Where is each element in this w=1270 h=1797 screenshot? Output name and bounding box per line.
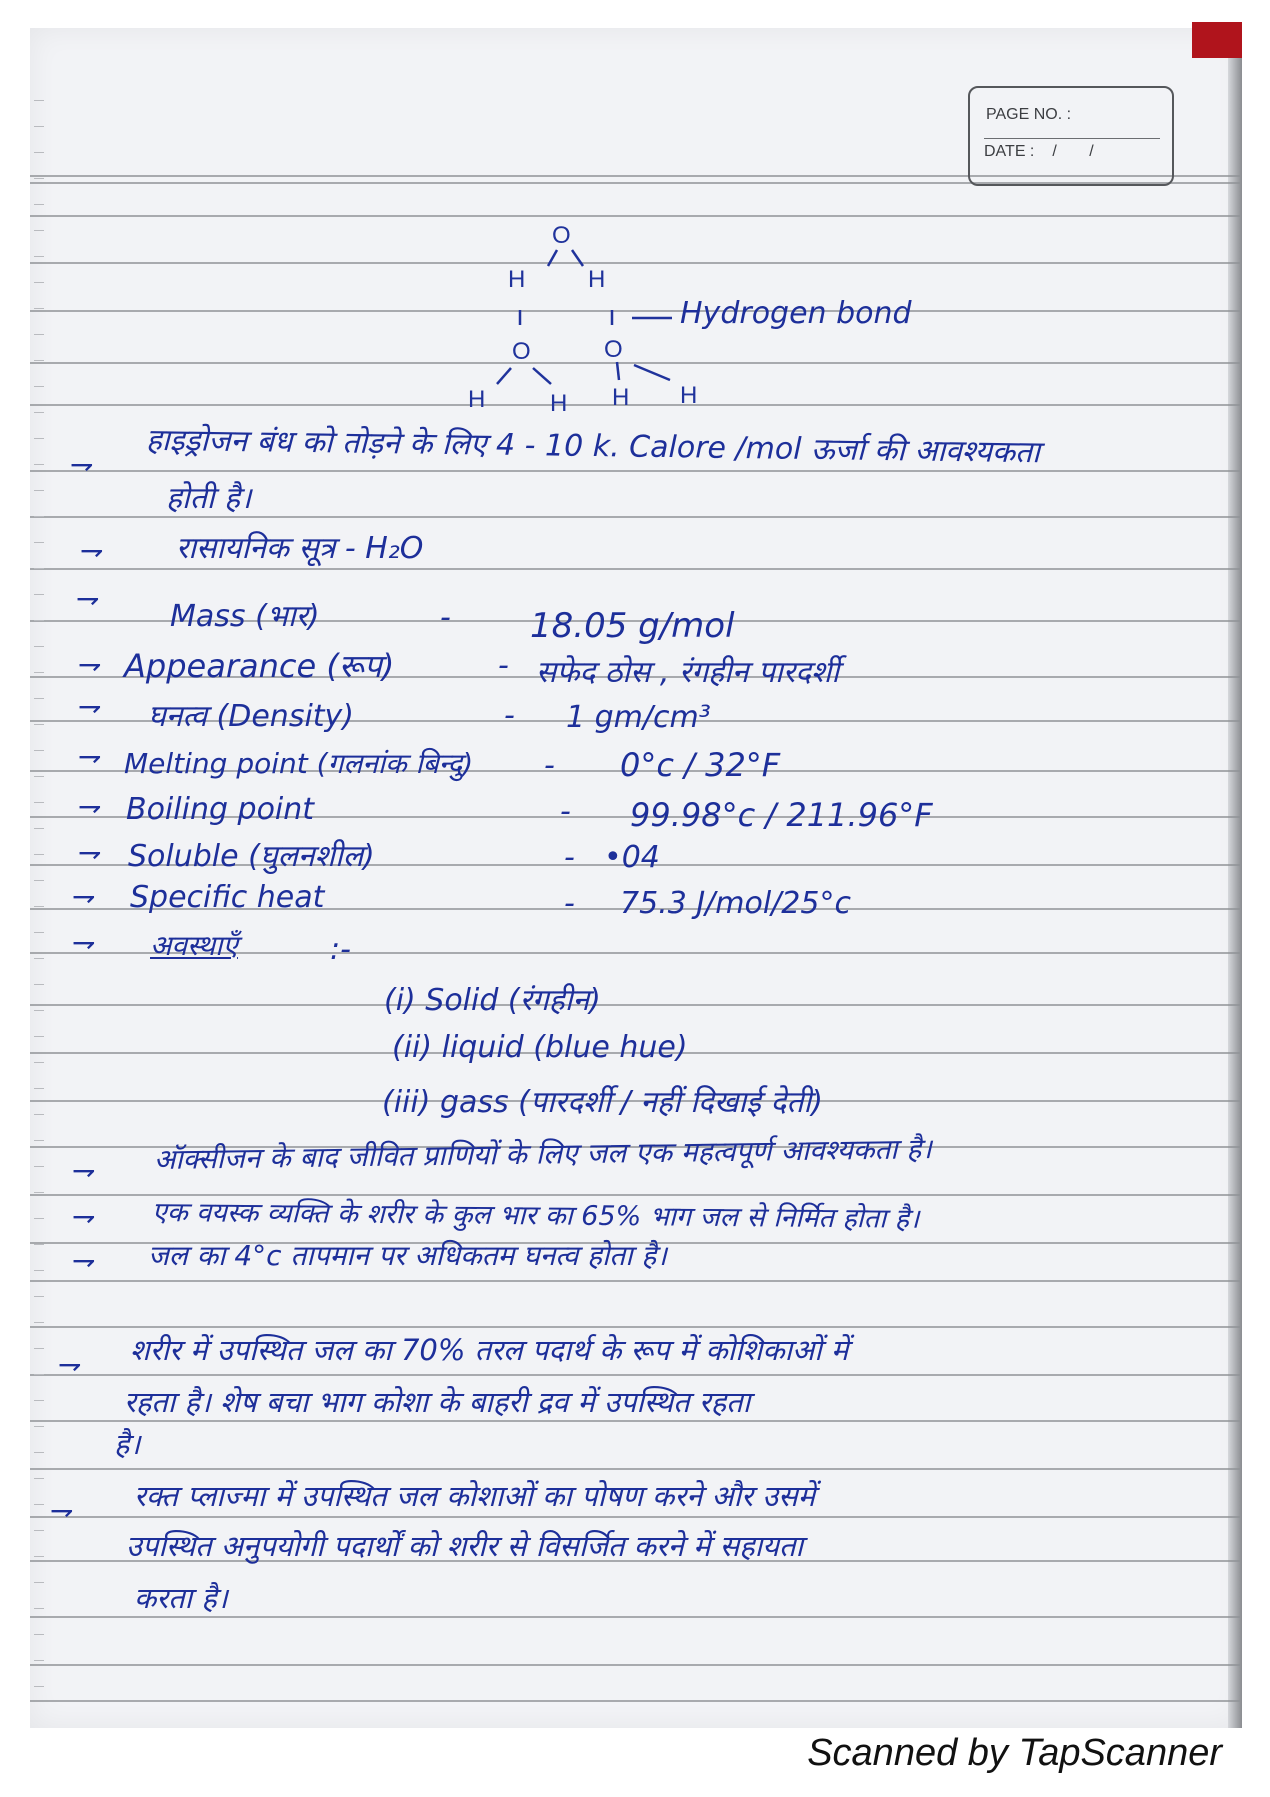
ruled-line [30, 1326, 1240, 1328]
margin-perforation [34, 1556, 44, 1557]
note-line: होती है। [166, 481, 252, 516]
bullet-arrow-icon: ⇁ [72, 926, 96, 959]
bullet-arrow-icon: ⇁ [72, 1244, 96, 1277]
margin-perforation [34, 1244, 44, 1245]
bullet-arrow-icon: ⇁ [78, 648, 102, 681]
property-dash: - [544, 748, 555, 783]
margin-perforation [34, 1504, 44, 1505]
property-label: Mass (भार) [170, 599, 320, 634]
bullet-arrow-icon: ⇁ [78, 836, 102, 869]
property-value: 75.3 J/mol/25°c [620, 886, 851, 921]
bullet-arrow-icon: ⇁ [80, 534, 104, 567]
margin-perforation [34, 1452, 44, 1453]
margin-perforation [34, 516, 44, 517]
margin-perforation [34, 646, 44, 647]
ruled-line [30, 1004, 1240, 1006]
property-label: Boiling point [126, 792, 315, 827]
ruled-line [30, 1664, 1240, 1666]
page-no-label: PAGE NO. : [986, 106, 1072, 123]
hydrogen-bond-label: Hydrogen bond [680, 296, 912, 331]
property-value: 1 gm/cm³ [566, 700, 711, 735]
atom-o: O [512, 338, 531, 365]
margin-perforation [34, 1634, 44, 1635]
margin-perforation [34, 1270, 44, 1271]
margin-perforation [34, 1374, 44, 1375]
property-dash: - [504, 698, 515, 733]
property-label: Specific heat [130, 880, 325, 915]
margin-perforation [34, 880, 44, 881]
note-line: रासायनिक सूत्र - H₂O [176, 531, 424, 566]
margin-perforation [34, 1400, 44, 1401]
bond-line [572, 250, 583, 266]
margin-perforation [34, 1088, 44, 1089]
atom-h: H [612, 384, 630, 411]
property-label: Appearance (रूप) [124, 647, 395, 685]
bullet-arrow-icon: ⇁ [72, 1154, 96, 1187]
bullet-arrow-icon: ⇁ [78, 690, 102, 723]
margin-perforation [34, 984, 44, 985]
property-value: :- [330, 932, 351, 967]
bullet-arrow-icon: ⇁ [78, 790, 102, 823]
paragraph-line: रहता है। शेष बचा भाग कोशा के बाहरी द्रव में उपस्थित रहता [124, 1385, 751, 1419]
bullet-arrow-icon: ⇁ [50, 1494, 74, 1527]
property-value: 99.98°c / 211.96°F [630, 796, 933, 834]
bullet-arrow-icon: ⇁ [70, 448, 94, 481]
paragraph-line: रक्त प्लाज्मा में उपस्थित जल कोशाओं का पोषण करने और उसमें [134, 1479, 816, 1513]
property-label: Soluble (घुलनशील) [128, 839, 375, 874]
margin-perforation [34, 724, 44, 725]
bullet-arrow-icon: ⇁ [58, 1348, 82, 1381]
margin-perforation [34, 568, 44, 569]
atom-h: H [508, 266, 526, 293]
property-value: 0°c / 32°F [620, 746, 781, 784]
bond-line [548, 250, 557, 266]
margin-perforation [34, 542, 44, 543]
margin-perforation [34, 1608, 44, 1609]
margin-perforation [34, 1010, 44, 1011]
state-item: (iii) gass (पारदर्शी / नहीं दिखाई देती) [382, 1085, 823, 1120]
property-dash: - [440, 600, 451, 635]
margin-perforation [34, 1686, 44, 1687]
bond-lines [0, 0, 1270, 420]
margin-perforation [34, 750, 44, 751]
margin-perforation [34, 1166, 44, 1167]
margin-perforation [34, 1114, 44, 1115]
property-dash: - [498, 648, 509, 683]
paragraph-line: ऑक्सीजन के बाद जीवित प्राणियों के लिए जल एक महत्वपूर्ण आवश्यकता है। [153, 1132, 933, 1176]
bullet-arrow-icon: ⇁ [78, 740, 102, 773]
ruled-line [30, 1700, 1240, 1702]
margin-perforation [34, 958, 44, 959]
property-label: Melting point (गलनांक बिन्दु) [124, 747, 474, 780]
atom-h: H [588, 266, 606, 293]
margin-perforation [34, 802, 44, 803]
margin-perforation [34, 828, 44, 829]
margin-perforation [34, 1530, 44, 1531]
ruled-line [30, 1468, 1240, 1470]
property-label: अवस्थाएँ [150, 929, 238, 962]
margin-perforation [34, 490, 44, 491]
margin-perforation [34, 672, 44, 673]
ruled-line [30, 1280, 1240, 1282]
ruled-line [30, 470, 1240, 472]
bond-line [497, 368, 511, 384]
margin-perforation [34, 932, 44, 933]
atom-o: O [552, 222, 571, 249]
bullet-arrow-icon: ⇁ [72, 1200, 96, 1233]
property-value: 18.05 g/mol [530, 606, 735, 646]
date-separators: / / [1052, 143, 1108, 160]
note-line: हाइड्रोजन बंध को तोड़ने के लिए 4 - 10 k. Calore /mol ऊर्जा की आवश्यकता [145, 422, 1041, 471]
ruled-line [30, 568, 1240, 570]
state-item: (ii) liquid (blue hue) [392, 1030, 688, 1065]
margin-perforation [34, 1322, 44, 1323]
margin-perforation [34, 620, 44, 621]
paragraph-line: जल का 4°c तापमान पर अधिकतम घनत्व होता है। [148, 1239, 667, 1272]
paragraph-line: करता है। [134, 1581, 228, 1615]
margin-perforation [34, 776, 44, 777]
margin-perforation [34, 1062, 44, 1063]
margin-perforation [34, 698, 44, 699]
bullet-arrow-icon: ⇁ [76, 582, 100, 615]
paragraph-line: शरीर में उपस्थित जल का 70% तरल पदार्थ के रूप में कोशिकाओं में [130, 1333, 849, 1367]
paragraph-line: एक वयस्क व्यक्ति के शरीर के कुल भार का 65% भाग जल से निर्मित होता है। [151, 1197, 920, 1235]
bond-line [634, 365, 670, 380]
property-dash: - [564, 886, 575, 921]
margin-perforation [34, 1140, 44, 1141]
margin-perforation [34, 1036, 44, 1037]
property-dash: - [564, 840, 575, 875]
margin-perforation [34, 1296, 44, 1297]
margin-perforation [34, 1426, 44, 1427]
property-dash: - [560, 794, 571, 829]
property-value: •04 [604, 840, 660, 875]
atom-h: H [468, 386, 486, 413]
bond-line [533, 368, 551, 384]
margin-perforation [34, 464, 44, 465]
atom-h: H [680, 382, 698, 409]
bullet-arrow-icon: ⇁ [72, 880, 96, 913]
margin-perforation [34, 1582, 44, 1583]
atom-h: H [550, 390, 568, 417]
date-label-text: DATE : [984, 143, 1035, 160]
margin-perforation [34, 438, 44, 439]
margin-perforation [34, 1192, 44, 1193]
atom-o: O [604, 336, 623, 363]
margin-perforation [34, 906, 44, 907]
margin-perforation [34, 1348, 44, 1349]
margin-perforation [34, 594, 44, 595]
bond-line [617, 362, 619, 380]
paragraph-line: उपस्थित अनुपयोगी पदार्थों को शरीर से विसर्जित करने में सहायता [126, 1529, 804, 1563]
margin-perforation [34, 1218, 44, 1219]
scanner-watermark: Scanned by TapScanner [807, 1732, 1222, 1774]
margin-perforation [34, 1660, 44, 1661]
ruled-line [30, 1516, 1240, 1518]
property-value: सफेद ठोस , रंगहीन पारदर्शी [536, 655, 840, 690]
ruled-line [30, 1374, 1240, 1376]
paragraph-line: है। [114, 1427, 141, 1461]
state-item: (i) Solid (रंगहीन) [384, 983, 601, 1018]
margin-perforation [34, 1478, 44, 1479]
property-label: घनत्व (Density) [148, 699, 355, 734]
margin-perforation [34, 854, 44, 855]
